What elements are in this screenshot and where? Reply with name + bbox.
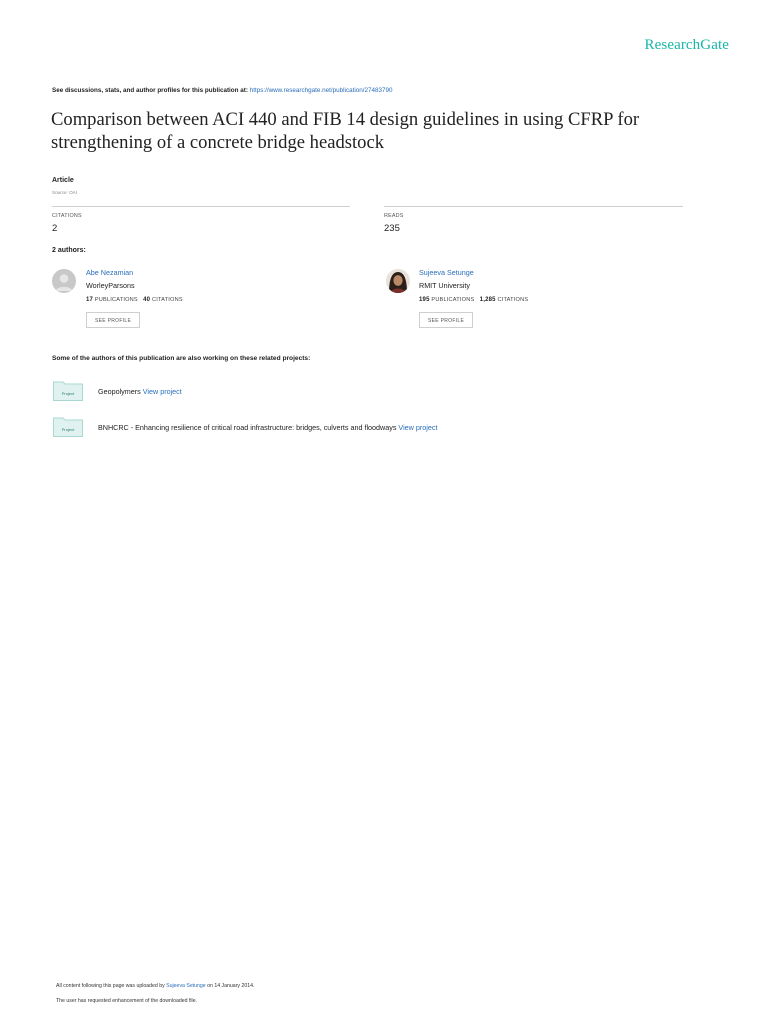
author-publications-label: PUBLICATIONS (431, 297, 475, 303)
author-citations-count: 1,285 (479, 297, 496, 303)
project-folder-icon[interactable] (53, 416, 83, 437)
project-folder-icon[interactable] (53, 380, 83, 401)
default-avatar-icon (52, 269, 76, 293)
author-citations-count: 40 (143, 297, 151, 303)
publication-type: Article (52, 177, 74, 184)
author-stats (86, 297, 183, 303)
view-project-link[interactable]: View project (398, 423, 438, 432)
uploader-link[interactable]: Sujeeva Setunge (166, 983, 206, 989)
project-item (98, 423, 437, 432)
author-publications-count: 195 (419, 297, 430, 303)
reads-divider (384, 206, 683, 207)
author-photo-icon (386, 269, 410, 293)
publication-source: Source: OAI (52, 190, 78, 195)
author-institution: WorleyParsons (86, 281, 135, 290)
publication-title: Comparison between ACI 440 and FIB 14 design guidelines in using CFRP for strengthening of a concrete bridge headstock (51, 109, 640, 153)
author-name-link[interactable]: Abe Nezamian (86, 268, 134, 277)
author-citations-label: CITATIONS (497, 297, 529, 303)
view-project-link[interactable]: View project (142, 387, 182, 396)
author-citations-label: CITATIONS (151, 297, 183, 303)
author-stats (419, 297, 528, 303)
citations-value: 2 (52, 223, 58, 234)
enhancement-request-note: The user has requested enhancement of the downloaded file. (56, 998, 198, 1004)
author-name-link[interactable]: Sujeeva Setunge (419, 268, 474, 277)
discussion-text: See discussions, stats, and author profiles for this publication at: (52, 87, 250, 94)
upload-prefix: All content following this page was uploaded by (56, 983, 167, 989)
upload-suffix: on 14 January 2014. (205, 983, 255, 989)
project-name: BNHCRC - Enhancing resilience of critical road infrastructure: bridges, culverts and floodways (98, 423, 397, 432)
see-profile-button[interactable]: SEE PROFILE (86, 312, 140, 328)
author-publications-count: 17 (86, 297, 94, 303)
researchgate-logo[interactable]: ResearchGate (644, 37, 729, 53)
citations-divider (52, 206, 350, 207)
see-profile-button[interactable]: SEE PROFILE (419, 312, 473, 328)
author-avatar-sujeeva-setunge[interactable] (386, 269, 410, 293)
discussion-line (52, 87, 393, 94)
publication-url-link[interactable]: https://www.researchgate.net/publication/27483790 (249, 87, 393, 94)
project-icon-label: Project (61, 427, 75, 432)
author-publications-label: PUBLICATIONS (94, 297, 138, 303)
citations-label: CITATIONS (52, 213, 82, 219)
upload-note (56, 983, 254, 989)
project-item (98, 387, 182, 396)
related-projects-label: Some of the authors of this publication are also working on these related projects: (52, 355, 311, 362)
author-institution: RMIT University (419, 281, 470, 290)
project-icon-label: Project (61, 391, 75, 396)
authors-label: 2 authors: (52, 247, 86, 254)
project-name: Geopolymers (98, 387, 141, 396)
author-avatar-abe-nezamian[interactable] (52, 269, 76, 293)
reads-label: READS (384, 213, 404, 219)
reads-value: 235 (384, 223, 400, 234)
